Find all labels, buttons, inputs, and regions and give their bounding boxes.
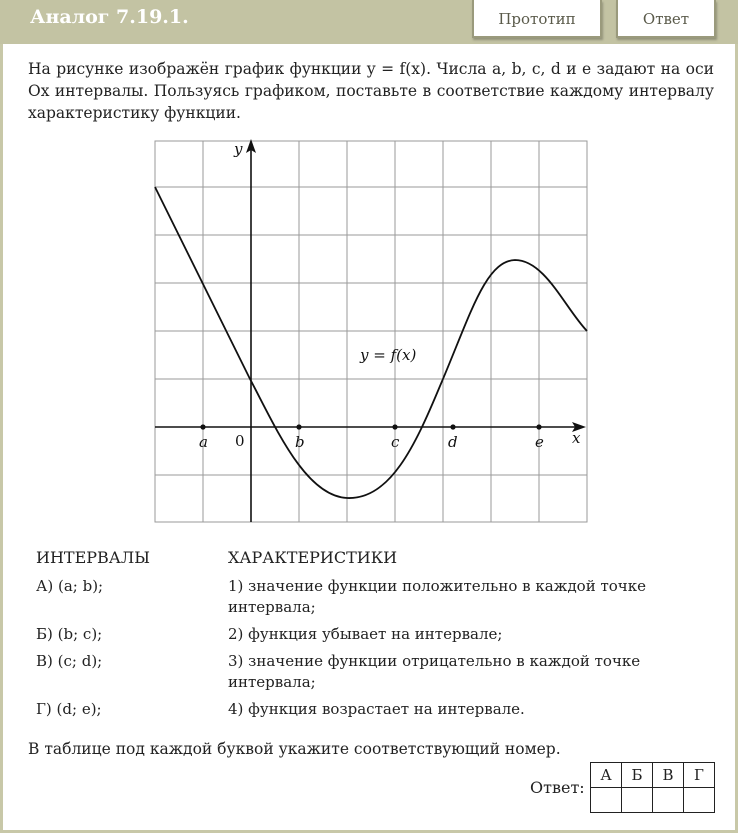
characteristic-2: 2) функция убывает на интервале; (228, 625, 503, 643)
label-a: a (199, 433, 208, 451)
interval-b: Б) (b; c); (36, 625, 103, 643)
answer-cell-b[interactable] (622, 788, 653, 813)
interval-v: В) (c; d); (36, 652, 103, 670)
characteristic-4: 4) функция возрастает на интервале. (228, 700, 525, 718)
function-graph (150, 136, 590, 526)
label-b: b (295, 433, 305, 451)
answer-letter-g: Г (684, 763, 715, 788)
task-title: Аналог 7.19.1. (30, 6, 189, 28)
task-header (0, 0, 738, 44)
characteristics-heading: ХАРАКТЕРИСТИКИ (228, 548, 398, 567)
point-b-marker (296, 424, 301, 429)
answer-table (590, 762, 715, 813)
function-label: y = f(x) (360, 346, 417, 364)
characteristic-3: 3) значение функции отрицательно в каждой точке интервала; (228, 652, 641, 691)
interval-g: Г) (d; e); (36, 700, 102, 718)
grid (155, 141, 587, 522)
point-e-marker (536, 424, 541, 429)
answer-cell-a[interactable] (591, 788, 622, 813)
answer-letter-a: А (591, 763, 622, 788)
prototype-button[interactable]: Прототип (472, 0, 602, 38)
label-d: d (448, 433, 458, 451)
y-axis-label: y (234, 140, 243, 158)
interval-a: А) (a; b); (36, 577, 104, 595)
answer-button[interactable]: Ответ (616, 0, 716, 38)
point-a-marker (200, 424, 205, 429)
function-curve (155, 187, 587, 498)
intervals-heading: ИНТЕРВАЛЫ (36, 548, 150, 567)
answer-letter-v: В (653, 763, 684, 788)
origin-label: 0 (235, 432, 245, 450)
x-axis-label: x (572, 429, 581, 447)
answer-label: Ответ: (530, 778, 585, 797)
answer-letter-b: Б (622, 763, 653, 788)
point-d-marker (450, 424, 455, 429)
label-c: c (391, 433, 400, 451)
instruction-text: В таблице под каждой буквой укажите соответствующий номер. (28, 740, 561, 758)
answer-cell-v[interactable] (653, 788, 684, 813)
point-c-marker (392, 424, 397, 429)
problem-text: На рисунке изображён график функции y = f(x). Числа a, b, c, d и e задают на оси Ox интервалы. Пользуясь графиком, поставьте в соответствие каждому интервалу характеристику функции. (28, 60, 714, 122)
label-e: e (535, 433, 544, 451)
characteristic-1: 1) значение функции положительно в каждой точке интервала; (228, 577, 646, 616)
answer-cell-g[interactable] (684, 788, 715, 813)
